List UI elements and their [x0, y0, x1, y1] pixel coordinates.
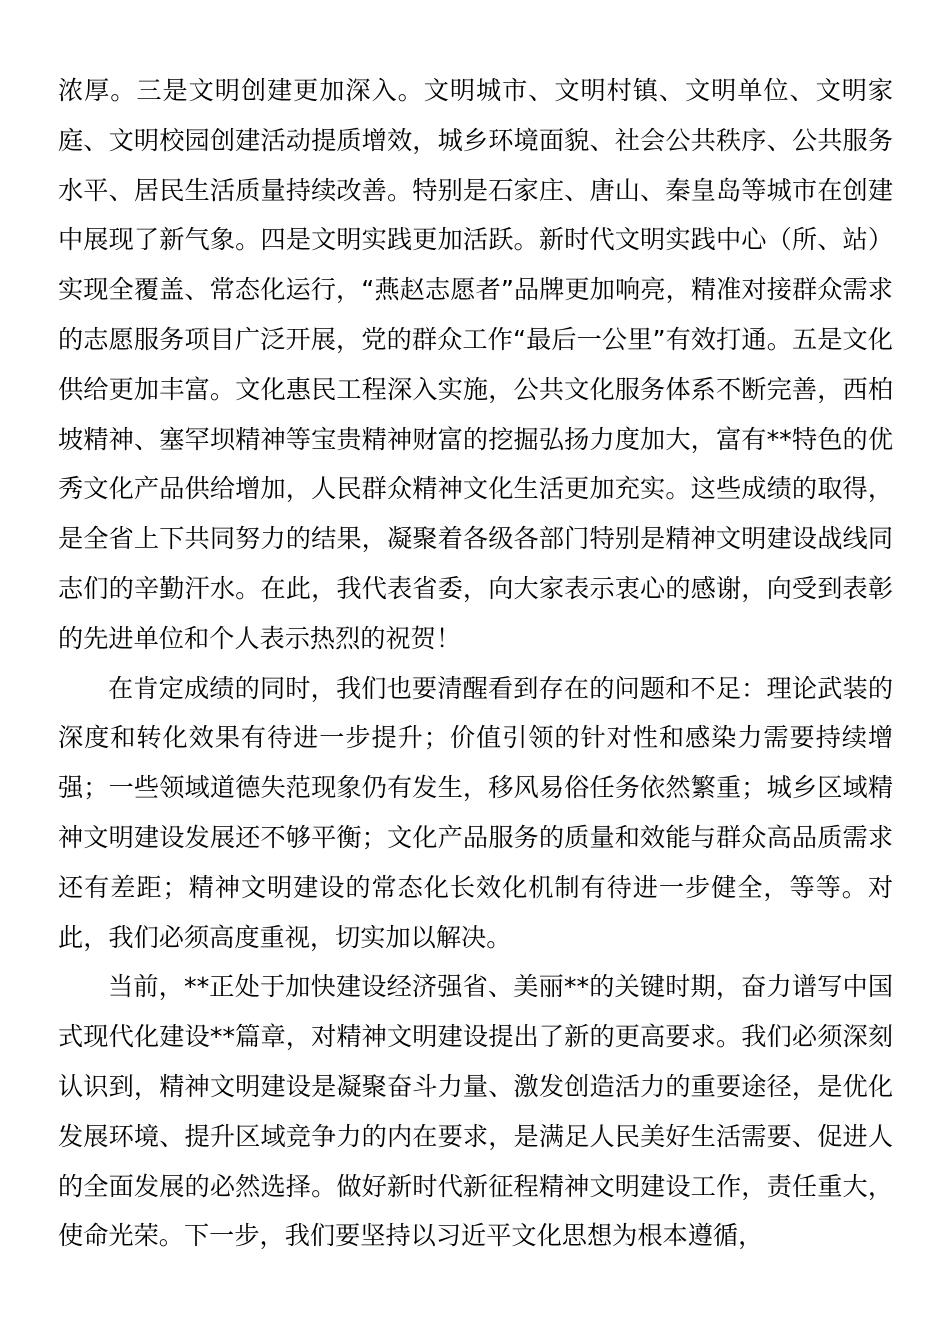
- paragraph-current-situation: 当前，**正处于加快建设经济强省、美丽**的关键时期，奋力谱写中国式现代化建设**篇章，对精神文明建设提出了新的更高要求。我们必须深刻认识到，精神文明建设是凝聚奋斗力量、激发创造活力的重要途径，是优化发展环境、提升区域竞争力的内在要求，是满足人民美好生活需要、促进人的全面发展的必然选择。做好新时代新征程精神文明建设工作，责任重大，使命光荣。下一步，我们要坚持以习近平文化思想为根本遵循，: [58, 972, 893, 1251]
- paragraph-achievements-continued: 浓厚。三是文明创建更加深入。文明城市、文明村镇、文明单位、文明家庭、文明校园创建活动提质增效，城乡环境面貌、社会公共秩序、公共服务水平、居民生活质量持续改善。特别是石家庄、唐山、秦皇岛等城市在创建中展现了新气象。四是文明实践更加活跃。新时代文明实践中心（所、站）实现全覆盖、常态化运行，“燕赵志愿者”品牌更加响亮，精准对接群众需求的志愿服务项目广泛开展，党的群众工作“最后一公里”有效打通。五是文化供给更加丰富。文化惠民工程深入实施，公共文化服务体系不断完善，西柏坡精神、塞罕坝精神等宝贵精神财富的挖掘弘扬力度加大，富有**特色的优秀文化产品供给增加，人民群众精神文化生活更加充实。这些成绩的取得，是全省上下共同努力的结果，凝聚着各级各部门特别是精神文明建设战线同志们的辛勤汗水。在此，我代表省委，向大家表示衷心的感谢，向受到表彰的先进单位和个人表示热烈的祝贺！: [58, 76, 893, 653]
- paragraph-problems-and-shortcomings: 在肯定成绩的同时，我们也要清醒看到存在的问题和不足：理论武装的深度和转化效果有待进一步提升；价值引领的针对性和感染力需要持续增强；一些领域道德失范现象仍有发生，移风易俗任务依然繁重；城乡区域精神文明建设发展还不够平衡；文化产品服务的质量和效能与群众高品质需求还有差距；精神文明建设的常态化长效化机制有待进一步健全，等等。对此，我们必须高度重视，切实加以解决。: [58, 673, 893, 952]
- document-body: [58, 66, 893, 1261]
